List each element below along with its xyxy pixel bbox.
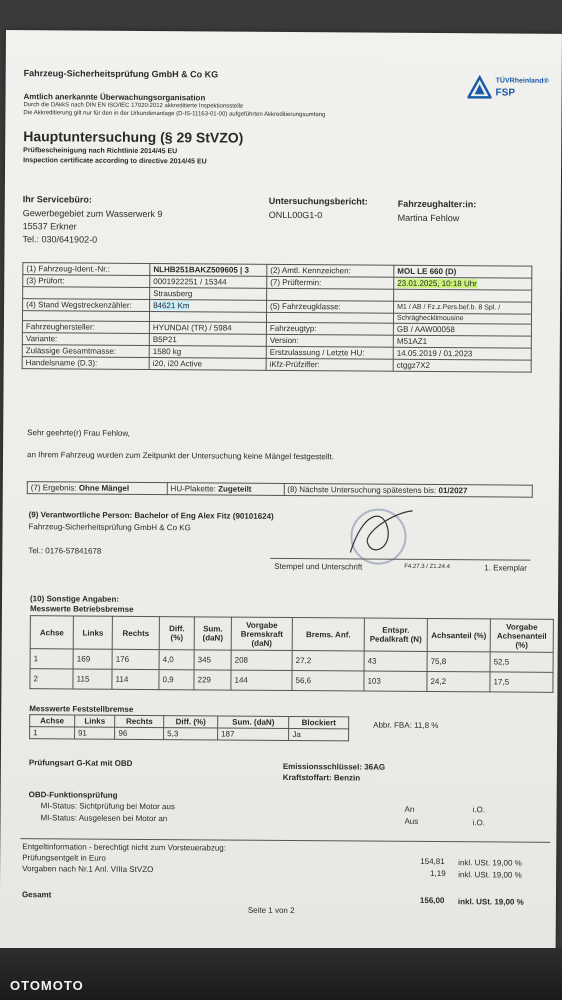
table-row: Fahrzeughersteller: HYUNDAI (TR) / 5984 Fahrzeugtyp: GB / AAW00058 [22, 321, 531, 337]
brake-park-title: Messwerte Feststellbremse [29, 704, 134, 714]
company-subtitle: Amtlich anerkannte Überwachungsorganisation [23, 92, 206, 103]
table-row: (1) Fahrzeug-Ident.-Nr.: NLHB251BAKZ509605 | 3 (2) Amtl. Kennzeichen: MOL LE 660 (D) [23, 263, 532, 279]
plakette-value: Zugeteilt [218, 484, 252, 494]
letter-text: an Ihrem Fahrzeug wurden zum Zeitpunkt der Untersuchung keine Mängel festgestellt. [27, 450, 334, 462]
doc-title: Hauptuntersuchung (§ 29 StVZO) [23, 128, 244, 146]
service-label: Ihr Servicebüro: [22, 194, 92, 205]
table-row: (4) Stand Wegstreckenzähler: 84621 Km (5) Fahrzeugklasse: M1 / AB / Fz.z.Pers.bef.b. 8 Spl. / [23, 299, 532, 315]
responsible-person: (9) Verantwortliche Person: Bachelor of Eng Alex Fitz (90101624) [28, 510, 274, 521]
total-label: Gesamt [21, 890, 52, 900]
service-line-2: 15537 Erkner [22, 221, 77, 232]
fee-tax-1: inkl. USt. 19,00 % [458, 858, 522, 868]
next-inspection-value: 01/2027 [438, 486, 468, 496]
obd-row-1-state: An [404, 804, 415, 814]
report-value: ONLL00G1-0 [268, 209, 323, 221]
brake-main-title: Messwerte Betriebsbremse [29, 604, 134, 614]
fee-value-2: 1,19 [430, 868, 446, 879]
result-table [27, 481, 533, 498]
total-tax: inkl. USt. 19,00 % [457, 897, 524, 907]
background-surface [0, 948, 562, 1000]
obd-row-1-result: i.O. [472, 805, 486, 815]
exemplar: 1. Exemplar [484, 563, 527, 573]
brake-park-table [29, 714, 349, 741]
service-phone: Tel.: 030/641902-0 [22, 234, 98, 245]
watermark: OTOMOTO [10, 978, 84, 993]
inspection-certificate [0, 30, 562, 952]
table-row: Variante: B5P21 Version: M51AZ1 [22, 333, 531, 349]
brake-main-table [29, 615, 554, 693]
company-name: Fahrzeug-Sicherheitsprüfung GmbH & Co KG [23, 68, 219, 80]
fuel-type: Kraftstoffart: Benzin [282, 772, 361, 783]
section-title: (10) Sonstige Angaben: [29, 594, 120, 604]
table-row: 1 169 176 4,0 345 208 27,2 43 75,8 52,5 [30, 649, 553, 673]
obd-row-2-state: Aus [404, 816, 419, 826]
emission-key: Emissionsschlüssel: 36AG [282, 761, 386, 772]
obd-title: OBD-Funktionsprüfung [28, 790, 118, 800]
accreditation-line-1: Durch die DAkkS nach DIN EN ISO/IEC 17020:2012 akkreditierte Inspektionsstelle [23, 102, 244, 110]
table-row: Handelsname (D.3): i20, i20 Active iKfz-Prüfziffer: ctggz7X2 [22, 357, 531, 373]
table-row: 2 115 114 0,9 229 144 56,6 103 24,2 17,5 [30, 669, 553, 693]
service-line-1: Gewerbegebiet zum Wasserwerk 9 [22, 208, 163, 220]
responsible-phone: Tel.: 0176-57841678 [28, 546, 102, 556]
holder-label: Fahrzeughalter:in: [397, 198, 477, 210]
accreditation-line-2: Die Akkreditierung gilt nur für den in der Urkundenanlage (D-IS-11163-01-00) aufgeführten Akkreditierungsumfang [23, 110, 326, 119]
table-row: 1 91 96 5,3 187 Ja [30, 727, 349, 741]
letter-greeting: Sehr geehrte(r) Frau Fehlow, [27, 428, 130, 438]
codes: F4.27.3 / Z1.24.4 [404, 563, 450, 571]
obd-row-2-result: i.O. [472, 818, 485, 828]
fees-header: Entgeltinformation - berechtigt nicht zum Vorsteuerabzug: [22, 842, 226, 853]
logo-short: FSP [495, 87, 516, 99]
doc-subtitle-1: Prüfbescheinigung nach Richtlinie 2014/45 EU [23, 147, 178, 156]
doc-subtitle-2: Inspection certificate according to directive 2014/45 EU [23, 157, 207, 166]
holder-value: Martina Fehlow [397, 212, 460, 224]
signature-icon [342, 502, 422, 563]
obd-row-1-label: MI-Status: Sichtprüfung bei Motor aus [40, 801, 175, 812]
fee-label-2: Vorgaben nach Nr.1 Anl. VIIIa StVZO [22, 864, 154, 875]
table-row: Zulässige Gesamtmasse: 1580 kg Erstzulassung / Letzte HU: 14.05.2019 / 01.2023 [22, 345, 531, 361]
result-value: Ohne Mängel [78, 483, 130, 493]
table-header-row: Achse Links Rechts Diff. (%) Sum. (daN) Blockiert [30, 715, 349, 729]
pruefungsart: Prüfungsart G-Kat mit OBD [28, 758, 133, 768]
tuv-logo-icon [468, 75, 492, 99]
total-value: 156,00 [419, 895, 445, 906]
fee-tax-2: inkl. USt. 19,00 % [458, 870, 522, 880]
fba-value: Abbr. FBA: 11,8 % [373, 720, 439, 731]
table-row: Strausberg [23, 287, 532, 303]
table-row: (3) Prüfort: 0001922251 / 15344 (7) Prüftermin: 23.01.2025, 10:18 Uhr [23, 275, 532, 291]
page-number: Seite 1 von 2 [247, 905, 295, 916]
table-header-row: Achse Links Rechts Diff. (%) Sum. (daN) Vorgabe Bremskraft (daN) Brems. Anf. Entspr. Pedalkraft (N) Achsanteil (%) Vorgabe Achsenanteil (%) [30, 616, 553, 653]
inspection-date-highlight: 23.01.2025, 10:18 Uhr [397, 278, 477, 289]
fee-value-1: 154,81 [420, 856, 445, 867]
report-label: Untersuchungsbericht: [268, 195, 368, 207]
table-row: Schräghecklimousine [22, 311, 531, 325]
logo-brand: TÜVRheinland® [495, 77, 549, 85]
odometer-highlight: 84621 Km [153, 301, 190, 311]
responsible-company: Fahrzeug-Sicherheitsprüfung GmbH & Co KG [28, 522, 191, 533]
fee-label-1: Prüfungsentgelt in Euro [22, 853, 106, 863]
stamp-label: Stempel und Unterschrift [274, 561, 363, 572]
vehicle-data-table [22, 262, 533, 373]
table-row: (7) Ergebnis: Ohne Mängel HU-Plakette: Zugeteilt (8) Nächste Untersuchung spätestens bis: 01/2027 [27, 482, 532, 498]
obd-row-2-label: MI-Status: Ausgelesen bei Motor an [40, 813, 168, 824]
